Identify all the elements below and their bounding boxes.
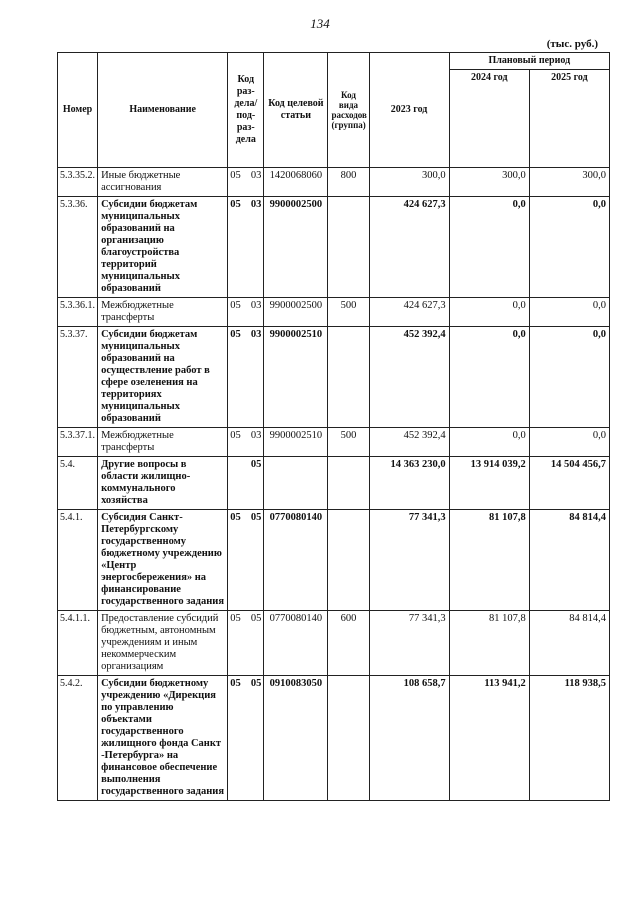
row-value-2025: 0,0 [529, 197, 609, 298]
row-name: Другие вопросы в области жилищно-коммунального хозяйства [98, 457, 228, 510]
page-number: 134 [310, 16, 330, 31]
row-name: Межбюджетные трансферты [98, 428, 228, 457]
table-row [58, 457, 610, 510]
table-row [58, 298, 610, 327]
row-name: Иные бюджетные ассигнования [98, 168, 228, 197]
row-value-2024: 0,0 [449, 197, 529, 298]
budget-table [57, 52, 610, 801]
row-number: 5.4.2. [58, 676, 98, 801]
row-value-2023: 452 392,4 [369, 327, 449, 428]
row-expense-type: 500 [328, 298, 369, 327]
table-row [58, 676, 610, 801]
subsection-code: 03 [250, 170, 262, 181]
row-value-2023: 108 658,7 [369, 676, 449, 801]
row-expense-type [328, 197, 369, 298]
header-year-2024: 2024 год [449, 70, 529, 168]
header-target-code: Код целевой статьи [264, 53, 328, 168]
row-value-2023: 300,0 [369, 168, 449, 197]
subsection-code: 05 [250, 678, 262, 689]
row-value-2025: 14 504 456,7 [529, 457, 609, 510]
section-code: 05 [230, 678, 241, 689]
row-number: 5.3.37.1. [58, 428, 98, 457]
row-section-code [228, 327, 264, 428]
section-code: 05 [230, 430, 241, 441]
header-number: Номер [58, 53, 98, 168]
row-section-code [228, 676, 264, 801]
row-name: Субсидия Санкт-Петербургскому государственному бюджетному учреждению «Центр энергосбережения» на финансирование государственного задания [98, 510, 228, 611]
row-section-code [228, 510, 264, 611]
row-section-code [228, 298, 264, 327]
table-row [58, 197, 610, 298]
header-section-code: Код раз-дела/ под-раз-дела [228, 53, 264, 168]
row-target-code: 0770080140 [264, 510, 328, 611]
section-code: 05 [230, 300, 241, 311]
row-expense-type: 600 [328, 611, 369, 676]
row-name: Предоставление субсидий бюджетным, автономным учреждениям и иным некоммерческим организациям [98, 611, 228, 676]
row-name: Межбюджетные трансферты [98, 298, 228, 327]
row-value-2024: 0,0 [449, 298, 529, 327]
row-number: 5.3.36.1. [58, 298, 98, 327]
row-name: Субсидии бюджетному учреждению «Дирекция по управлению объектами государственного жилищного фонда Санкт -Петербурга» на финансовое обеспечение выполнения государственного задания [98, 676, 228, 801]
row-expense-type [328, 327, 369, 428]
row-expense-type: 800 [328, 168, 369, 197]
row-number: 5.3.36. [58, 197, 98, 298]
row-value-2023: 77 341,3 [369, 510, 449, 611]
row-number: 5.3.37. [58, 327, 98, 428]
section-code: 05 [230, 329, 241, 340]
row-number: 5.4.1. [58, 510, 98, 611]
row-target-code: 9900002500 [264, 298, 328, 327]
subsection-code: 03 [250, 300, 262, 311]
row-target-code: 9900002500 [264, 197, 328, 298]
row-value-2025: 300,0 [529, 168, 609, 197]
row-section-code [228, 168, 264, 197]
table-row [58, 327, 610, 428]
section-code: 05 [230, 512, 241, 523]
units-label: (тыс. руб.) [546, 38, 598, 50]
section-code: 05 [230, 613, 241, 624]
section-code: 05 [230, 199, 241, 210]
row-value-2023: 452 392,4 [369, 428, 449, 457]
row-value-2024: 113 941,2 [449, 676, 529, 801]
header-expense-type-code: Код вида расходов (группа) [328, 53, 369, 168]
row-value-2025: 84 814,4 [529, 611, 609, 676]
row-name: Субсидии бюджетам муниципальных образований на осуществление работ в сфере озеленения на территориях муниципальных образований [98, 327, 228, 428]
row-target-code: 0910083050 [264, 676, 328, 801]
row-value-2024: 81 107,8 [449, 510, 529, 611]
row-value-2023: 77 341,3 [369, 611, 449, 676]
row-expense-type [328, 510, 369, 611]
table-row [58, 428, 610, 457]
row-name: Субсидии бюджетам муниципальных образований на организацию благоустройства территорий муниципальных образований [98, 197, 228, 298]
row-value-2025: 0,0 [529, 428, 609, 457]
row-value-2024: 0,0 [449, 428, 529, 457]
row-target-code [264, 457, 328, 510]
subsection-code: 05 [250, 512, 262, 523]
subsection-code: 05 [250, 459, 262, 470]
row-expense-type [328, 457, 369, 510]
header-planned-period: Плановый период [449, 53, 609, 70]
header-year-2023: 2023 год [369, 53, 449, 168]
row-number: 5.4.1.1. [58, 611, 98, 676]
row-target-code: 9900002510 [264, 428, 328, 457]
section-code: 05 [230, 170, 241, 181]
row-value-2024: 0,0 [449, 327, 529, 428]
row-value-2023: 424 627,3 [369, 197, 449, 298]
row-section-code [228, 197, 264, 298]
row-target-code: 0770080140 [264, 611, 328, 676]
row-value-2025: 0,0 [529, 327, 609, 428]
row-target-code: 9900002510 [264, 327, 328, 428]
row-value-2025: 0,0 [529, 298, 609, 327]
row-section-code [228, 428, 264, 457]
row-section-code [228, 611, 264, 676]
row-section-code [228, 457, 264, 510]
header-name: Наименование [98, 53, 228, 168]
subsection-code: 03 [250, 430, 262, 441]
row-value-2024: 81 107,8 [449, 611, 529, 676]
subsection-code: 05 [250, 613, 262, 624]
row-value-2024: 300,0 [449, 168, 529, 197]
header-year-2025: 2025 год [529, 70, 609, 168]
table-row [58, 510, 610, 611]
row-expense-type: 500 [328, 428, 369, 457]
row-value-2025: 84 814,4 [529, 510, 609, 611]
row-number: 5.3.35.2. [58, 168, 98, 197]
row-value-2025: 118 938,5 [529, 676, 609, 801]
subsection-code: 03 [250, 329, 262, 340]
table-row [58, 168, 610, 197]
row-value-2023: 14 363 230,0 [369, 457, 449, 510]
table-row [58, 611, 610, 676]
row-number: 5.4. [58, 457, 98, 510]
row-value-2024: 13 914 039,2 [449, 457, 529, 510]
row-target-code: 1420068060 [264, 168, 328, 197]
row-expense-type [328, 676, 369, 801]
subsection-code: 03 [250, 199, 262, 210]
row-value-2023: 424 627,3 [369, 298, 449, 327]
